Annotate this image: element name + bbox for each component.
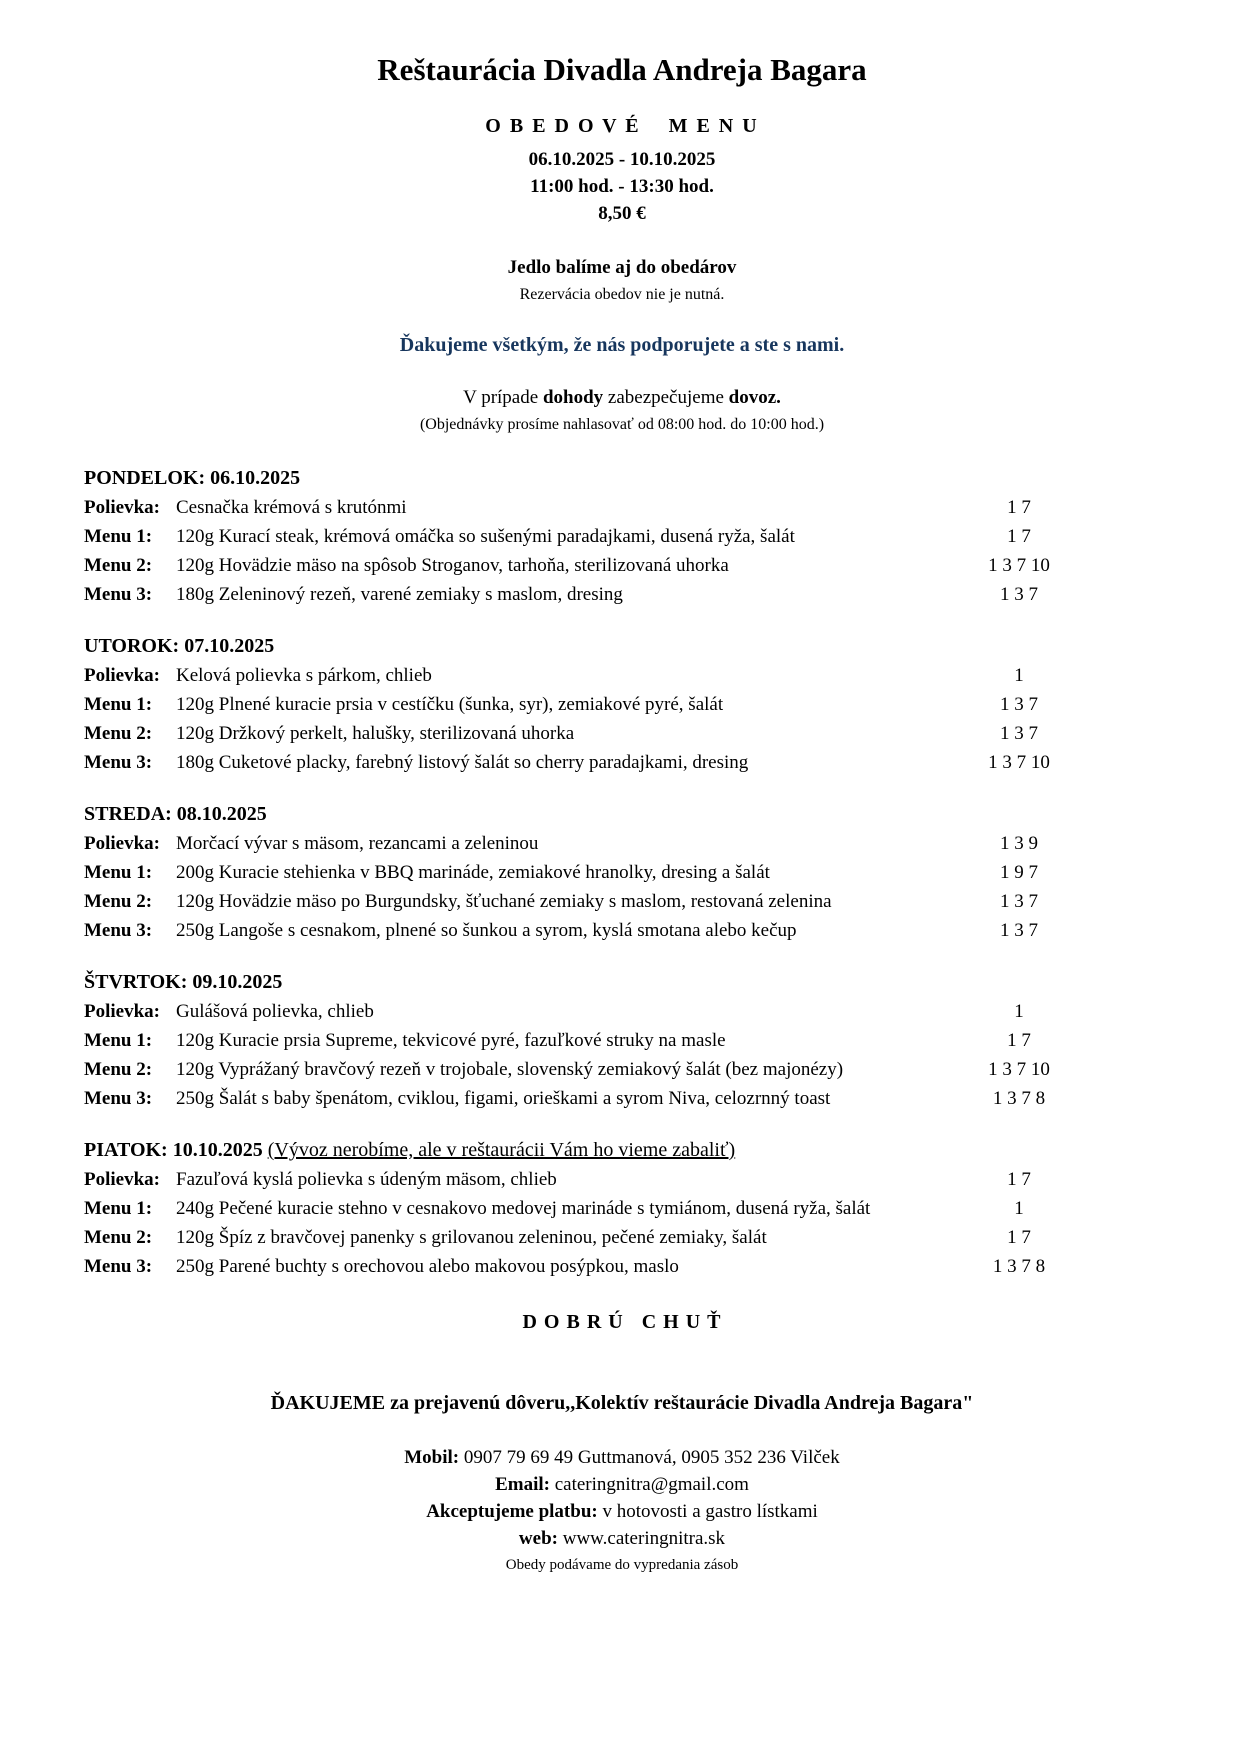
course-label: Menu 2: xyxy=(84,891,153,912)
thanks-note: Ďakujeme všetkým, že nás podporujete a ste s nami. xyxy=(399,334,845,356)
course-label: Menu 1: xyxy=(84,862,153,883)
dish-text: Gulášová polievka, chlieb xyxy=(176,1001,374,1022)
menu-row xyxy=(84,997,1160,1026)
menu-row xyxy=(84,1026,1160,1055)
course-label: Menu 2: xyxy=(84,1227,153,1248)
dish-text: Fazuľová kyslá polievka s údeným mäsom, chlieb xyxy=(176,1169,557,1190)
course-label: Polievka: xyxy=(84,665,160,686)
day-title xyxy=(84,800,1160,829)
day-title-text: PIATOK: 10.10.2025 xyxy=(84,1139,268,1161)
course-label: Menu 1: xyxy=(84,1030,153,1051)
day-title-text: ŠTVRTOK: 09.10.2025 xyxy=(84,971,283,993)
menu-row xyxy=(84,829,1160,858)
menu-row xyxy=(84,1194,1160,1223)
weekly-menu xyxy=(84,464,1160,1281)
delivery-text: zabezpečujeme xyxy=(603,387,729,408)
course-label: Polievka: xyxy=(84,1001,160,1022)
course-label: Polievka: xyxy=(84,1169,160,1190)
allergen-codes: 1 7 xyxy=(1007,526,1031,547)
availability-note: Obedy podávame do vypredania zásob xyxy=(505,1557,739,1573)
dish-text: 250g Parené buchty s orechovou alebo makovou posýpkou, maslo xyxy=(176,1256,679,1277)
day-title xyxy=(84,632,1160,661)
menu-row xyxy=(84,1055,1160,1084)
page-title: Reštaurácia Divadla Andreja Bagara xyxy=(377,52,867,87)
course-label: Menu 2: xyxy=(84,723,153,744)
menu-row xyxy=(84,887,1160,916)
dish-text: 120g Kurací steak, krémová omáčka so sušenými paradajkami, dusená ryža, šalát xyxy=(176,526,795,547)
menu-row xyxy=(84,551,1160,580)
allergen-codes: 1 xyxy=(1014,1001,1024,1022)
menu-heading: O B E D O V É M E N U xyxy=(485,115,759,137)
mobile-line xyxy=(84,1444,1160,1471)
course-label: Menu 2: xyxy=(84,1059,153,1080)
web-label: web: xyxy=(518,1528,558,1549)
allergen-codes: 1 3 7 xyxy=(1000,584,1038,605)
course-label: Menu 1: xyxy=(84,526,153,547)
serving-hours: 11:00 hod. - 13:30 hod. xyxy=(530,176,714,197)
menu-row xyxy=(84,916,1160,945)
day-title-text: PONDELOK: 06.10.2025 xyxy=(84,467,301,489)
allergen-codes: 1 xyxy=(1014,665,1024,686)
course-label: Menu 1: xyxy=(84,1198,153,1219)
menu-row xyxy=(84,690,1160,719)
dish-text: Cesnačka krémová s krutónmi xyxy=(176,497,407,518)
dish-text: Morčací vývar s mäsom, rezancami a zeleninou xyxy=(176,833,539,854)
menu-row xyxy=(84,493,1160,522)
allergen-codes: 1 3 7 8 xyxy=(992,1088,1046,1109)
day-section-pondelok xyxy=(84,464,1160,609)
course-label: Menu 2: xyxy=(84,555,153,576)
dish-text: 120g Držkový perkelt, halušky, sterilizovaná uhorka xyxy=(176,723,575,744)
day-section-stvrtok xyxy=(84,968,1160,1113)
delivery-text: V prípade xyxy=(463,387,543,408)
dish-text: 120g Plnené kuracie prsia v cestíčku (šunka, syr), zemiakové pyré, šalát xyxy=(176,694,724,715)
allergen-codes: 1 3 7 10 xyxy=(988,1059,1050,1080)
course-label: Menu 3: xyxy=(84,752,153,773)
bon-appetit: D O B R Ú C H U Ť xyxy=(522,1311,722,1333)
day-title xyxy=(84,464,1160,493)
menu-row xyxy=(84,719,1160,748)
menu-row xyxy=(84,858,1160,887)
menu-row xyxy=(84,1223,1160,1252)
allergen-codes: 1 3 7 10 xyxy=(988,555,1050,576)
day-title xyxy=(84,968,1160,997)
dish-text: Kelová polievka s párkom, chlieb xyxy=(176,665,432,686)
allergen-codes: 1 7 xyxy=(1007,497,1031,518)
payment-line xyxy=(84,1498,1160,1525)
menu-row xyxy=(84,1252,1160,1281)
menu-price: 8,50 € xyxy=(598,203,646,224)
menu-row xyxy=(84,522,1160,551)
reservation-note: Rezervácia obedov nie je nutná. xyxy=(519,286,725,303)
menu-row xyxy=(84,1084,1160,1113)
email-label: Email: xyxy=(495,1474,550,1495)
allergen-codes: 1 7 xyxy=(1007,1169,1031,1190)
mobile-value: 0907 79 69 49 Guttmanová, 0905 352 236 Vilček xyxy=(459,1447,840,1468)
day-section-streda xyxy=(84,800,1160,945)
allergen-codes: 1 3 7 xyxy=(1000,723,1038,744)
day-section-piatok xyxy=(84,1136,1160,1281)
dish-text: 180g Zeleninový rezeň, varené zemiaky s maslom, dresing xyxy=(176,584,623,605)
course-label: Polievka: xyxy=(84,833,160,854)
course-label: Menu 3: xyxy=(84,1088,153,1109)
dish-text: 240g Pečené kuracie stehno v cesnakovo medovej marináde s tymiánom, dusená ryža, šalát xyxy=(176,1198,871,1219)
allergen-codes: 1 9 7 xyxy=(1000,862,1038,883)
allergen-codes: 1 3 7 xyxy=(1000,920,1038,941)
delivery-note xyxy=(84,384,1160,411)
payment-label: Akceptujeme platbu: xyxy=(426,1501,598,1522)
dish-text: 180g Cuketové placky, farebný listový šalát so cherry paradajkami, dresing xyxy=(176,752,749,773)
day-title-text: UTOROK: 07.10.2025 xyxy=(84,635,275,657)
packing-note: Jedlo balíme aj do obedárov xyxy=(507,257,737,278)
day-title-note: (Vývoz nerobíme, ale v reštaurácii Vám ho vieme zabaliť) xyxy=(267,1139,736,1161)
course-label: Menu 3: xyxy=(84,1256,153,1277)
mobile-label: Mobil: xyxy=(404,1447,460,1468)
dish-text: 120g Hovädzie mäso po Burgundsky, šťuchané zemiaky s maslom, restovaná zelenina xyxy=(176,891,832,912)
payment-value: v hotovosti a gastro lístkami xyxy=(597,1501,818,1522)
menu-row xyxy=(84,661,1160,690)
allergen-codes: 1 3 7 xyxy=(1000,891,1038,912)
dish-text: 120g Vyprážaný bravčový rezeň v trojobale, slovenský zemiakový šalát (bez majonézy) xyxy=(176,1059,844,1080)
allergen-codes: 1 3 9 xyxy=(1000,833,1038,854)
delivery-bold-dovoz: dovoz. xyxy=(728,387,781,408)
email-value: cateringnitra@gmail.com xyxy=(549,1474,749,1495)
day-section-utorok xyxy=(84,632,1160,777)
dish-text: 250g Šalát s baby špenátom, cviklou, figami, orieškami a syrom Niva, celozrnný toast xyxy=(176,1088,831,1109)
menu-row xyxy=(84,1165,1160,1194)
allergen-codes: 1 7 xyxy=(1007,1030,1031,1051)
web-line xyxy=(84,1525,1160,1552)
course-label: Menu 3: xyxy=(84,584,153,605)
course-label: Polievka: xyxy=(84,497,160,518)
course-label: Menu 3: xyxy=(84,920,153,941)
allergen-codes: 1 xyxy=(1014,1198,1024,1219)
email-line xyxy=(84,1471,1160,1498)
menu-row xyxy=(84,580,1160,609)
allergen-codes: 1 3 7 8 xyxy=(992,1256,1046,1277)
contact-block xyxy=(84,1444,1160,1578)
course-label: Menu 1: xyxy=(84,694,153,715)
dish-text: 120g Hovädzie mäso na spôsob Stroganov, tarhoňa, sterilizovaná uhorka xyxy=(176,555,729,576)
dish-text: 120g Kuracie prsia Supreme, tekvicové pyré, fazuľkové struky na masle xyxy=(176,1030,726,1051)
order-window-note: (Objednávky prosíme nahlasovať od 08:00 hod. do 10:00 hod.) xyxy=(419,416,825,433)
delivery-bold-dohody: dohody xyxy=(542,387,604,408)
dish-text: 250g Langoše s cesnakom, plnené so šunkou a syrom, kyslá smotana alebo kečup xyxy=(176,920,797,941)
closing-thanks: ĎAKUJEME za prejavenú dôveru,,Kolektív reštaurácie Divadla Andreja Bagara" xyxy=(270,1392,974,1414)
dish-text: 200g Kuracie stehienka v BBQ marináde, zemiakové hranolky, dresing a šalát xyxy=(176,862,770,883)
dish-text: 120g Špíz z bravčovej panenky s grilovanou zeleninou, pečené zemiaky, šalát xyxy=(176,1227,767,1248)
allergen-codes: 1 7 xyxy=(1007,1227,1031,1248)
date-range: 06.10.2025 - 10.10.2025 xyxy=(528,149,716,170)
web-value: www.cateringnitra.sk xyxy=(557,1528,726,1549)
day-title-text: STREDA: 08.10.2025 xyxy=(84,803,267,825)
allergen-codes: 1 3 7 xyxy=(1000,694,1038,715)
menu-row xyxy=(84,748,1160,777)
day-title xyxy=(84,1136,1160,1165)
allergen-codes: 1 3 7 10 xyxy=(988,752,1050,773)
